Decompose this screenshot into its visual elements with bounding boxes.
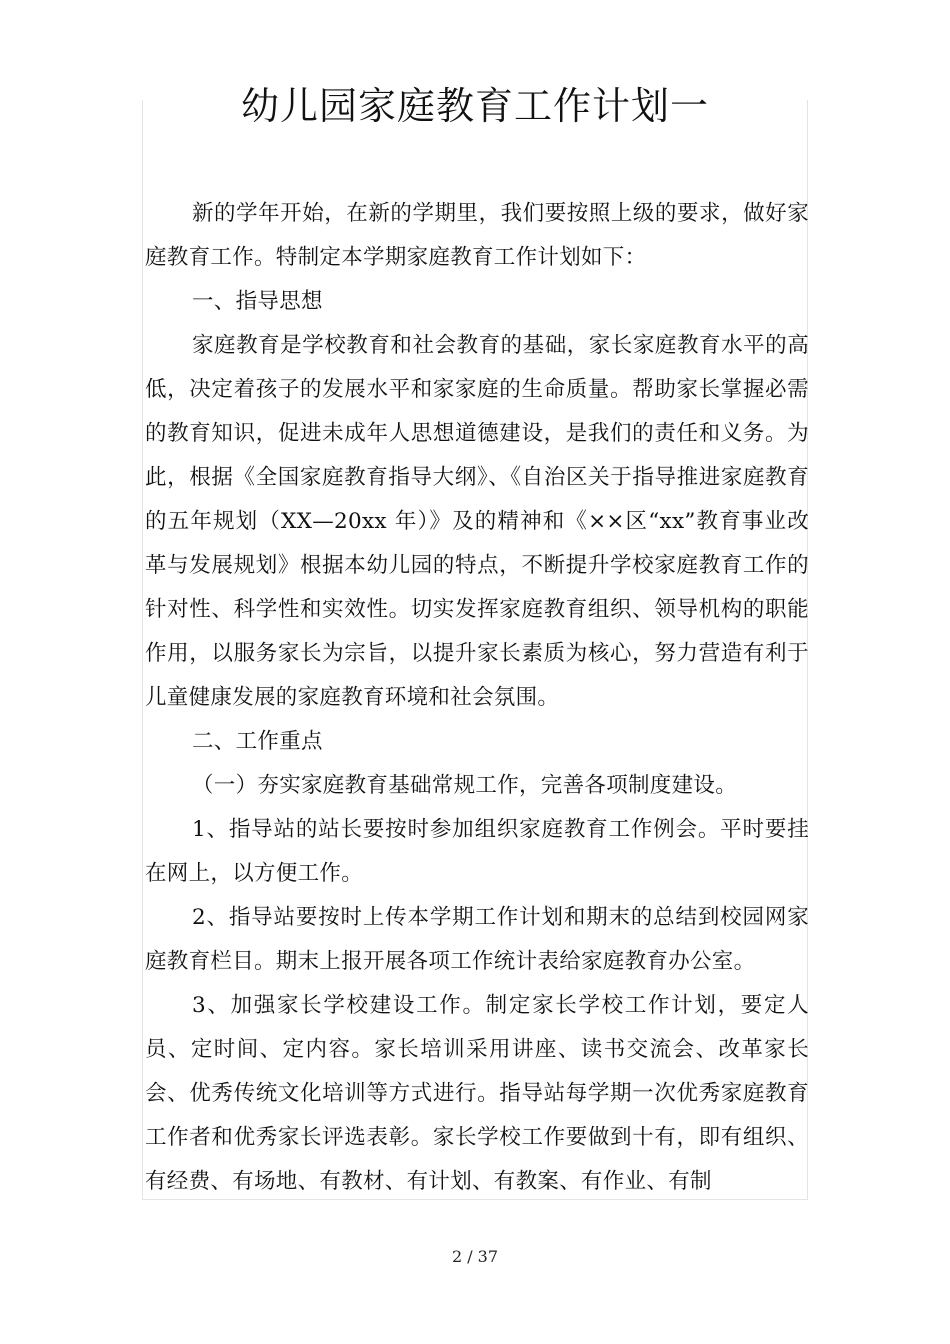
document-title: 幼儿园家庭教育工作计划一 bbox=[240, 84, 709, 128]
document-body bbox=[145, 192, 809, 1204]
list-item-3: 3、加强家长学校建设工作。制定家长学校工作计划，要定人员、定时间、定内容。家长培训采用讲座、读书交流会、改革家长会、优秀传统文化培训等方式进行。指导站每学期一次优秀家庭教育工作者和优秀家长评选表彰。家长学校工作要做到十有，即有组织、有经费、有场地、有教材、有计划、有教案、有作业、有制 bbox=[145, 993, 809, 1194]
list-item-2: 2、指导站要按时上传本学期工作计划和期末的总结到校园网家庭教育栏目。期末上报开展各项工作统计表给家庭教育办公室。 bbox=[145, 905, 809, 974]
subsection-heading-1: （一）夯实家庭教育基础常规工作，完善各项制度建设。 bbox=[192, 773, 738, 798]
page-indicator: 2 / 37 bbox=[451, 1247, 499, 1266]
section-heading-guiding-ideology: 一、指导思想 bbox=[192, 289, 323, 314]
section-heading-work-focus: 二、工作重点 bbox=[192, 729, 323, 754]
list-item-1: 1、指导站的站长要按时参加组织家庭教育工作例会。平时要挂在网上，以方便工作。 bbox=[145, 817, 809, 886]
paragraph-guiding-ideology: 家庭教育是学校教育和社会教育的基础，家长家庭教育水平的高低，决定着孩子的发展水平和家家庭的生命质量。帮助家长掌握必需的教育知识，促进未成年人思想道德建设，是我们的责任和义务。为此，根据《全国家庭教育指导大纲》、《自治区关于指导推进家庭教育的五年规划（XX—20xx 年）》及的精神和《××区“xx”教育事业改革与发展规划》根据本幼儿园的特点，不断提升学校家庭教育工作的针对性、科学性和实效性。切实发挥家庭教育组织、领导机构的职能作用，以服务家长为宗旨，以提升家长素质为核心，努力营造有利于儿童健康发展的家庭教育环境和社会氛围。 bbox=[145, 333, 809, 710]
paragraph-intro: 新的学年开始，在新的学期里，我们要按照上级的要求，做好家庭教育工作。特制定本学期家庭教育工作计划如下： bbox=[145, 201, 809, 270]
